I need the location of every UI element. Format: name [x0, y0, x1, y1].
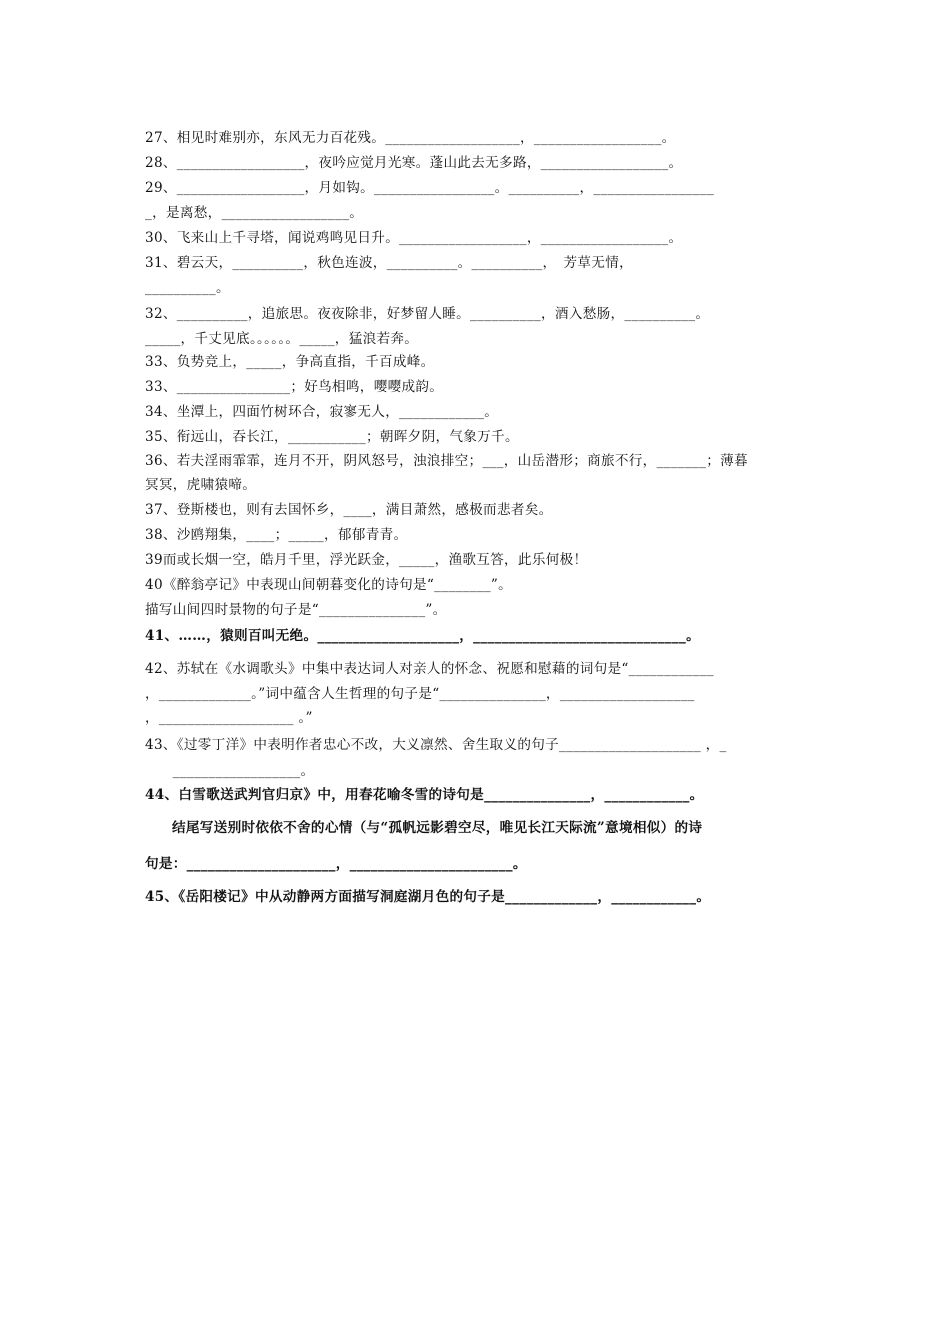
question-40-cont: 描写山间四时景物的句子是“_______________”。 [145, 602, 447, 618]
question-35: 35、衔远山，吞长江，___________；朝晖夕阴，气象万千。 [145, 429, 519, 445]
question-42: 42、苏轼在《水调歌头》中集中表达词人对亲人的怀念、祝愿和慰藉的词句是“____________ [145, 661, 714, 677]
question-43: 43、《过零丁洋》中表明作者忠心不改，大义凛然、舍生取义的句子____________________ ，_ [145, 737, 727, 753]
question-34: 34、坐潭上，四面竹树环合，寂寥无人，____________。 [145, 404, 499, 420]
question-36: 36、若夫淫雨霏霏，连月不开，阴风怒号，浊浪排空；___，山岳潜形；商旅不行，_______；薄暮 [145, 453, 748, 469]
question-27: 27、相见时难别亦，东风无力百花残。___________________，__________________。 [145, 130, 676, 146]
question-42-cont-1: ，_____________。”词中蕴含人生哲理的句子是“_______________，___________________ [145, 686, 695, 702]
question-30: 30、飞来山上千寻塔，闻说鸡鸣见日升。__________________，__________________。 [145, 230, 683, 246]
question-45: 45、《岳阳楼记》中从动静两方面描写洞庭湖月色的句子是_____________，____________。 [145, 889, 711, 905]
question-44-cont-1: 结尾写送别时依依不舍的心情（与“孤帆远影碧空尽，唯见长江天际流”意境相似）的诗 [172, 820, 703, 836]
question-39: 39而或长烟一空，皓月千里，浮光跃金，_____，渔歌互答，此乐何极！ [145, 552, 588, 568]
question-33b: 33、________________；好鸟相鸣，嘤嘤成韵。 [145, 379, 444, 395]
question-41: 41、……，猿则百叫无绝。____________________，______________________________。 [145, 628, 700, 644]
question-28: 28、__________________，夜吟应觉月光寒。蓬山此去无多路，__________________。 [145, 155, 683, 171]
question-44: 44、白雪歌送武判官归京》中，用春花喻冬雪的诗句是_______________，____________。 [145, 787, 704, 803]
question-38: 38、沙鸥翔集，____；_____，郁郁青青。 [145, 527, 408, 543]
question-44-cont-2: 句是：_____________________，_______________________。 [145, 856, 527, 872]
question-32-cont: _____，千丈见底。。。。。。_____，猛浪若奔。 [145, 331, 419, 347]
question-42-cont-2: ，___________________ 。” [145, 710, 313, 726]
question-32: 32、__________，追旅思。夜夜除非，好梦留人睡。__________，酒入愁肠，__________。 [145, 306, 710, 322]
question-37: 37、登斯楼也，则有去国怀乡，____，满目萧然，感极而悲者矣。 [145, 502, 553, 518]
question-33a: 33、负势竞上，_____，争高直指，千百成峰。 [145, 354, 435, 370]
question-29-cont: _，是离愁，__________________。 [145, 205, 364, 221]
question-36-cont: 冥冥，虎啸猿啼。 [145, 477, 257, 493]
question-31: 31、碧云天，__________，秋色连波，__________。__________， 芳草无情， [145, 255, 633, 271]
question-29: 29、__________________，月如钩。_________________。__________，_________________ [145, 180, 715, 196]
question-40: 40《醉翁亭记》中表现山间朝暮变化的诗句是“________”。 [145, 577, 513, 593]
question-31-cont: __________。 [145, 280, 230, 296]
question-43-cont: __________________。 [145, 763, 315, 779]
